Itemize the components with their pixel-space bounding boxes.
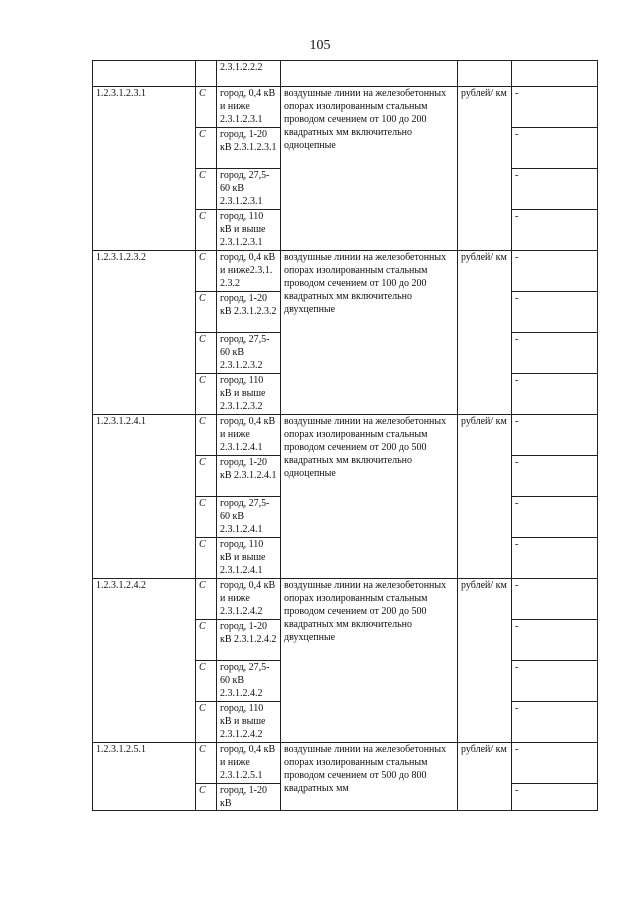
voltage-cell: город, 0,4 кВ и ниже 2.3.1.2.5.1 <box>217 743 281 784</box>
category-cell: С <box>196 210 217 251</box>
category-cell: С <box>196 333 217 374</box>
value-cell: - <box>512 497 598 538</box>
value-cell: - <box>512 579 598 620</box>
code-cell: 1.2.3.1.2.3.2 <box>93 251 196 415</box>
voltage-cell: город, 1-20 кВ 2.3.1.2.3.1 <box>217 128 281 169</box>
voltage-cell: город, 110 кВ и выше 2.3.1.2.3.1 <box>217 210 281 251</box>
value-cell: - <box>512 784 598 811</box>
category-cell: С <box>196 415 217 456</box>
value-cell: - <box>512 251 598 292</box>
category-cell: С <box>196 456 217 497</box>
unit-cell: рублей/ км <box>458 579 512 743</box>
value-cell: - <box>512 210 598 251</box>
code-cell: 1.2.3.1.2.3.1 <box>93 87 196 251</box>
description-cell: воздушные линии на железобетонных опорах изолированным стальным проводом сечением от 500 до 800 квадратных мм <box>281 743 458 811</box>
value-cell: - <box>512 456 598 497</box>
category-cell: С <box>196 579 217 620</box>
voltage-cell: город, 0,4 кВ и ниже2.3.1. 2.3.2 <box>217 251 281 292</box>
category-cell <box>196 61 217 87</box>
unit-cell: рублей/ км <box>458 251 512 415</box>
voltage-cell: город, 1-20 кВ 2.3.1.2.3.2 <box>217 292 281 333</box>
tariff-table-body <box>93 61 598 811</box>
category-cell: С <box>196 87 217 128</box>
voltage-cell: город, 0,4 кВ и ниже 2.3.1.2.4.2 <box>217 579 281 620</box>
voltage-cell: город, 0,4 кВ и ниже 2.3.1.2.4.1 <box>217 415 281 456</box>
category-cell: С <box>196 702 217 743</box>
description-cell <box>281 61 458 87</box>
category-cell: С <box>196 784 217 811</box>
voltage-cell: город, 110 кВ и выше 2.3.1.2.4.1 <box>217 538 281 579</box>
unit-cell: рублей/ км <box>458 87 512 251</box>
code-cell: 1.2.3.1.2.4.1 <box>93 415 196 579</box>
code-cell <box>93 61 196 87</box>
value-cell: - <box>512 702 598 743</box>
value-cell: - <box>512 87 598 128</box>
table-row <box>93 87 598 128</box>
category-cell: С <box>196 743 217 784</box>
value-cell: - <box>512 661 598 702</box>
value-cell: - <box>512 415 598 456</box>
voltage-cell: город, 1-20 кВ <box>217 784 281 811</box>
table-row <box>93 743 598 784</box>
value-cell: - <box>512 333 598 374</box>
category-cell: С <box>196 661 217 702</box>
voltage-cell: город, 1-20 кВ 2.3.1.2.4.1 <box>217 456 281 497</box>
category-cell: С <box>196 620 217 661</box>
tariff-table <box>92 60 598 811</box>
code-cell: 1.2.3.1.2.5.1 <box>93 743 196 811</box>
unit-cell: рублей/ км <box>458 743 512 811</box>
value-cell: - <box>512 620 598 661</box>
voltage-cell: город, 0,4 кВ и ниже 2.3.1.2.3.1 <box>217 87 281 128</box>
table-row <box>93 415 598 456</box>
value-cell: - <box>512 292 598 333</box>
description-cell: воздушные линии на железобетонных опорах изолированным стальным проводом сечением от 200 до 500 квадратных мм включительно одноцепные <box>281 415 458 579</box>
voltage-cell: город, 27,5-60 кВ 2.3.1.2.4.2 <box>217 661 281 702</box>
description-cell: воздушные линии на железобетонных опорах изолированным стальным проводом сечением от 100 до 200 квадратных мм включительно одноцепные <box>281 87 458 251</box>
page-number: 105 <box>309 38 331 53</box>
value-cell: - <box>512 374 598 415</box>
code-cell: 1.2.3.1.2.4.2 <box>93 579 196 743</box>
category-cell: С <box>196 374 217 415</box>
voltage-cell: город, 1-20 кВ 2.3.1.2.4.2 <box>217 620 281 661</box>
category-cell: С <box>196 538 217 579</box>
voltage-cell: город, 27,5-60 кВ 2.3.1.2.3.2 <box>217 333 281 374</box>
category-cell: С <box>196 497 217 538</box>
voltage-cell: город, 110 кВ и выше 2.3.1.2.4.2 <box>217 702 281 743</box>
table-row <box>93 579 598 620</box>
value-cell: - <box>512 538 598 579</box>
value-cell <box>512 61 598 87</box>
voltage-cell: город, 27,5-60 кВ 2.3.1.2.3.1 <box>217 169 281 210</box>
category-cell: С <box>196 128 217 169</box>
category-cell: С <box>196 169 217 210</box>
unit-cell: рублей/ км <box>458 415 512 579</box>
value-cell: - <box>512 743 598 784</box>
value-cell: - <box>512 169 598 210</box>
table-row <box>93 251 598 292</box>
description-cell: воздушные линии на железобетонных опорах изолированным стальным проводом сечением от 100 до 200 квадратных мм включительно двухцепные <box>281 251 458 415</box>
voltage-cell: город, 27,5-60 кВ 2.3.1.2.4.1 <box>217 497 281 538</box>
voltage-cell: 2.3.1.2.2.2 <box>217 61 281 87</box>
table-row <box>93 61 598 87</box>
voltage-cell: город, 110 кВ и выше 2.3.1.2.3.2 <box>217 374 281 415</box>
category-cell: С <box>196 292 217 333</box>
description-cell: воздушные линии на железобетонных опорах изолированным стальным проводом сечением от 200 до 500 квадратных мм включительно двухцепные <box>281 579 458 743</box>
value-cell: - <box>512 128 598 169</box>
unit-cell <box>458 61 512 87</box>
category-cell: С <box>196 251 217 292</box>
